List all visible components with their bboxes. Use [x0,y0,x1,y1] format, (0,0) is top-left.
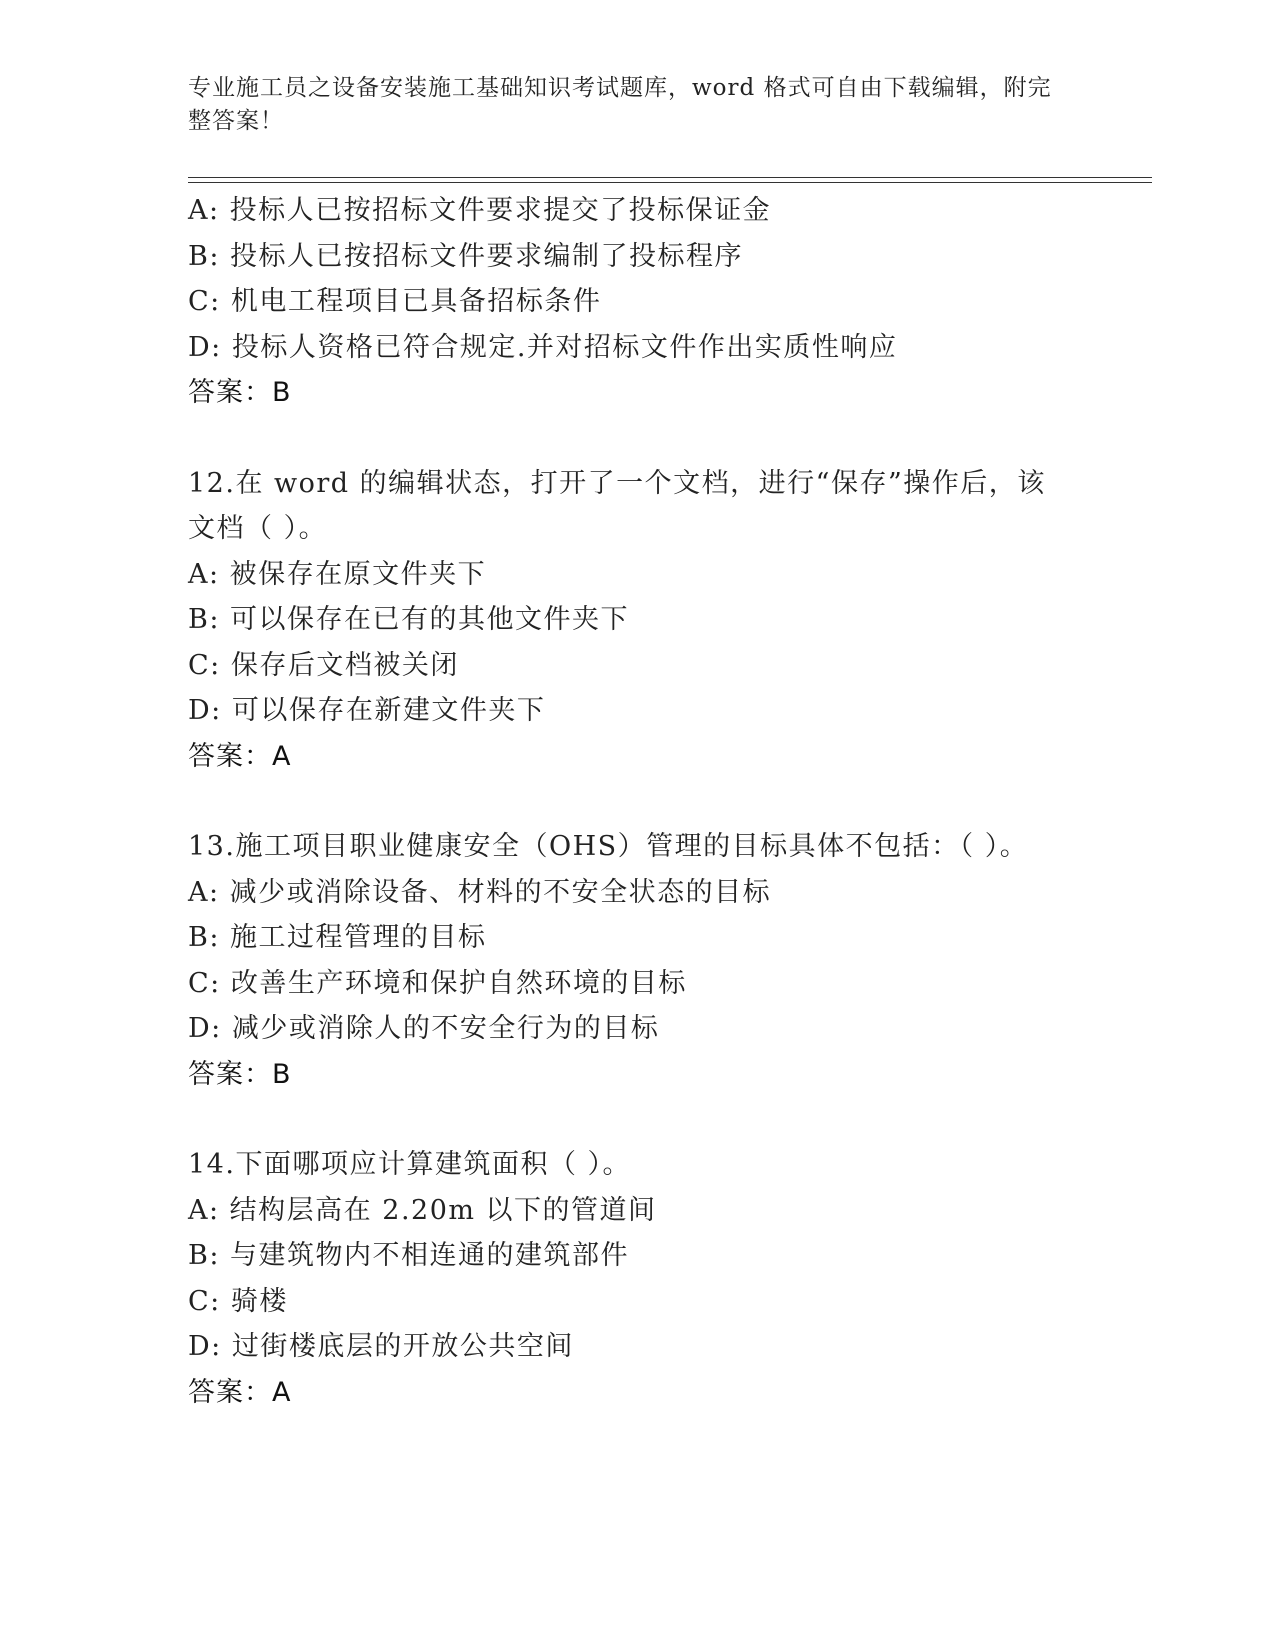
option-c: C: 骑楼 [188,1285,288,1317]
option-d: D: 投标人资格已符合规定.并对招标文件作出实质性响应 [188,331,898,363]
option-d: D: 可以保存在新建文件夹下 [188,695,546,726]
question-stem: 14.下面哪项应计算建筑面积（ ）。 [188,1149,632,1180]
question-block [188,824,1088,1097]
question-block [188,188,1088,416]
option-b: B: 投标人已按招标文件要求编制了投标程序 [188,240,744,272]
question-stem: 12.在 word 的编辑状态，打开了一个文档，进行“保存”操作后，该 [188,467,1046,499]
question-stem: 13.施工项目职业健康安全（OHS）管理的目标具体不包括：（ ）。 [188,831,1029,862]
question-list [188,188,1088,1415]
option-b: B: 可以保存在已有的其他文件夹下 [188,604,630,635]
answer-line: 答案：B [188,1058,292,1090]
option-a: A: 投标人已按招标文件要求提交了投标保证金 [188,195,772,226]
option-c: C: 保存后文档被关闭 [188,649,459,681]
option-b: B: 与建筑物内不相连通的建筑部件 [188,1240,630,1271]
option-a: A: 被保存在原文件夹下 [188,558,487,590]
option-d: D: 过街楼底层的开放公共空间 [188,1331,574,1362]
header-rule-bottom [188,182,1152,183]
question-block [188,1142,1088,1415]
option-a: A: 减少或消除设备、材料的不安全状态的目标 [188,876,772,908]
option-d: D: 减少或消除人的不安全行为的目标 [188,1013,660,1044]
answer-line: 答案：B [188,377,292,408]
answer-line: 答案：A [188,1376,292,1408]
option-b: B: 施工过程管理的目标 [188,922,487,953]
option-c: C: 改善生产环境和保护自然环境的目标 [188,967,687,999]
option-a: A: 结构层高在 2.20m 以下的管道间 [188,1194,657,1226]
header-rule-top [188,177,1152,178]
answer-line: 答案：A [188,740,292,772]
document-header: 专业施工员之设备安装施工基础知识考试题库，word 格式可自由下载编辑，附完整答案！ [188,75,1052,134]
question-block [188,461,1088,780]
option-c: C: 机电工程项目已具备招标条件 [188,286,602,317]
question-stem-continued: 文档（ ）。 [188,513,328,544]
